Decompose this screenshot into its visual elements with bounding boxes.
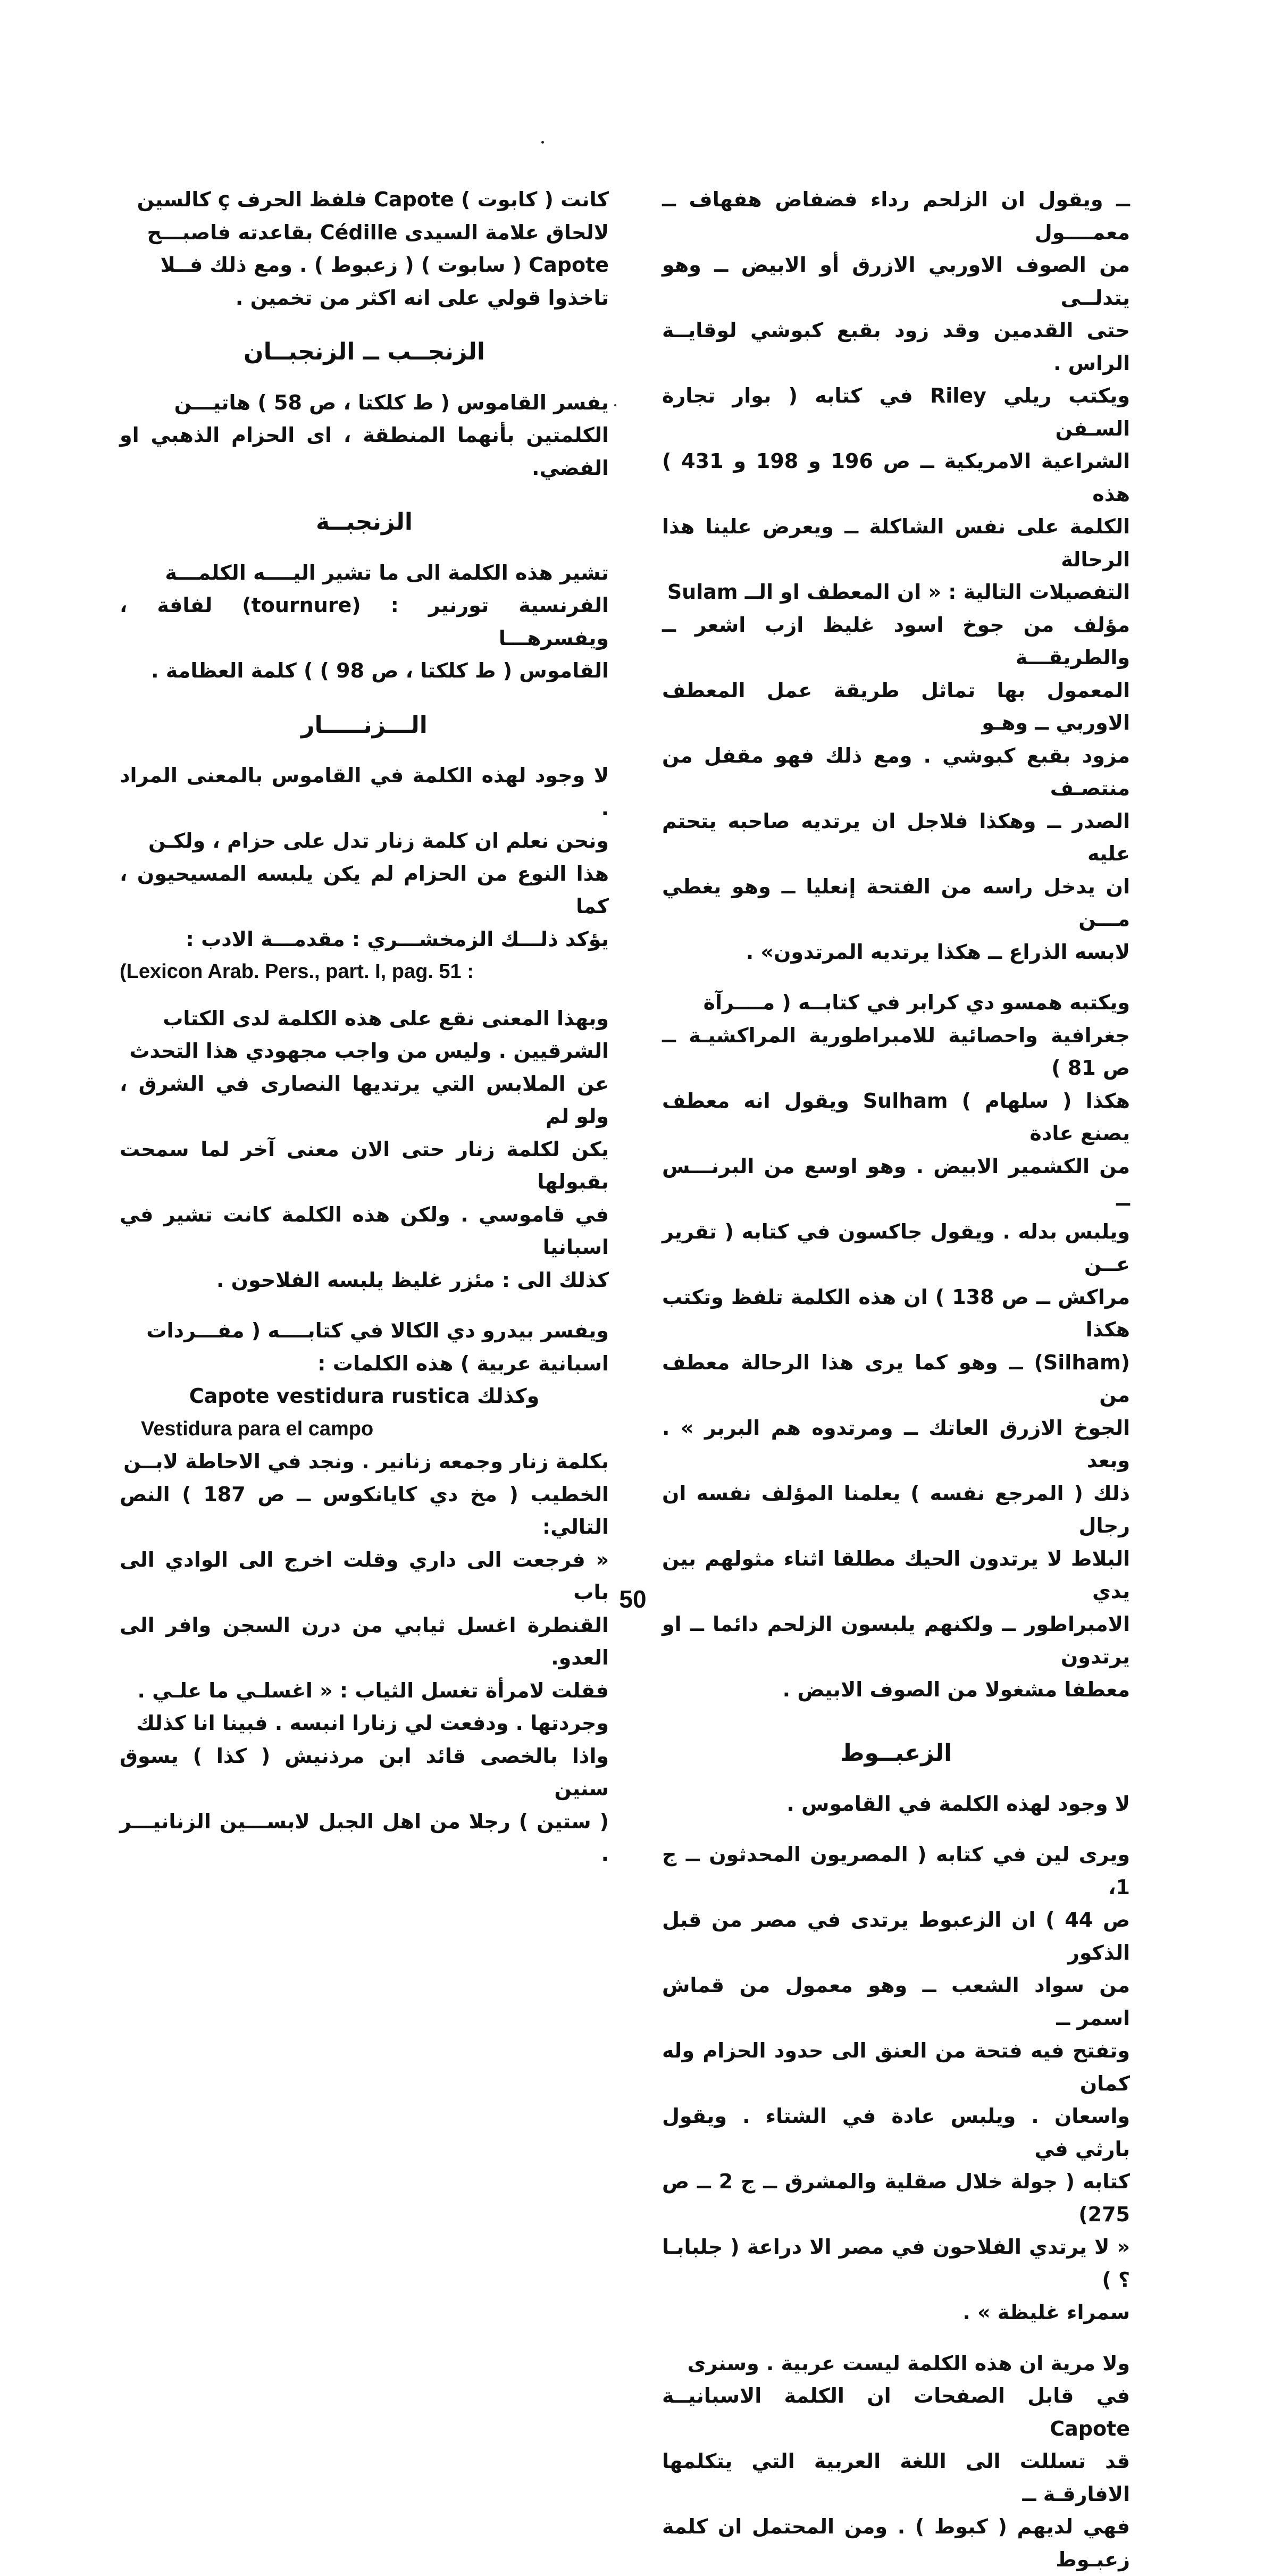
text-line: ان يدخل راسه من الفتحة إنعليا ــ وهو يغطي مـــن bbox=[662, 875, 1130, 931]
ink-speck bbox=[541, 141, 544, 144]
text-line: ويفسر بيدرو دي الكالا في كتابــــه ( مفـــردات bbox=[146, 1319, 609, 1342]
text-line: من الكشمير الابيض . وهو اوسع من البرنـــس ــ bbox=[662, 1155, 1130, 1211]
text-line: الشرقيين . وليس من واجب مجهودي هذا التحدث bbox=[129, 1039, 609, 1063]
text-line: مزود بقبع كبوشي . ومع ذلك فهو مقفل من منتصـف bbox=[662, 744, 1130, 800]
text-line: ويلبس بدله . ويقول جاكسون في كتابه ( تقرير عــن bbox=[662, 1220, 1130, 1276]
text-line: الشراعية الامريكية ــ ص 196 و 198 و 431 ) هذه bbox=[662, 449, 1130, 506]
section-heading-zanjab: الزنجــب ــ الزنجبــان bbox=[120, 336, 609, 369]
text-line: الفرنسية تورنير : (tournure) لفافة ، ويفسرهـــا bbox=[120, 593, 609, 650]
latin-capote-line: وكذلك Capote vestidura rustica bbox=[120, 1380, 609, 1413]
text-line: وبهذا المعنى نقع على هذه الكلمة لدى الكتاب bbox=[163, 1007, 609, 1030]
section-heading-zaabout: الزعبــوط bbox=[662, 1737, 1130, 1770]
text-line: تشير هذه الكلمة الى ما تشير اليــــه الكلمـــة bbox=[165, 561, 609, 584]
text-line: مراكش ــ ص 138 ) ان هذه الكلمة تلفظ وتكتب هكذا bbox=[662, 1285, 1130, 1342]
text-line: الصدر ــ وهكذا فلاجل ان يرتديه صاحبه يتحتم عليه bbox=[662, 809, 1130, 866]
latin-citation-lexicon: (Lexicon Arab. Pers., part. I, pag. 51 : bbox=[120, 956, 609, 989]
text-line: تاخذوا قولي على انه اكثر من تخمين . bbox=[236, 286, 609, 310]
text-line: « فرجعت الى داري وقلت اخرج الى الوادي الى باب bbox=[120, 1548, 609, 1604]
text-line: يكن لكلمة زنار حتى الان معنى آخر لما سمحت بقبولها bbox=[120, 1138, 609, 1194]
paragraph-no-zaabout: لا وجود لهذه الكلمة في القاموس . bbox=[662, 1788, 1130, 1821]
paragraph-pedro bbox=[120, 1315, 609, 1380]
text-line: الخطيب ( مخ دي كايانكوس ــ ص 187 ) النص التالي: bbox=[120, 1483, 609, 1539]
text-line: اسبانية عربية ) هذه الكلمات : bbox=[317, 1352, 609, 1375]
text-line: قد تسللت الى اللغة العربية التي يتكلمها الافارقـة ــ bbox=[662, 2449, 1130, 2506]
text-line: في قابل الصفحات ان الكلمة الاسبانيــة Capote bbox=[662, 2384, 1130, 2440]
text-line: وتفتح فيه فتحة من العنق الى حدود الحزام وله كمان bbox=[662, 2039, 1130, 2095]
right-column bbox=[662, 183, 1130, 2576]
left-column bbox=[120, 183, 609, 1871]
text-line: لالحاق علامة السيدى Cédille بقاعدته فاصبـــح bbox=[147, 221, 609, 244]
text-line: بكلمة زنار وجمعه زنانير . ونجد في الاحاطة لابــن bbox=[123, 1450, 609, 1473]
text-line: ــ ويقول ان الزلحم رداء فضفاض هفهاف ــ معمــــول bbox=[662, 188, 1130, 244]
text-line: يفسر القاموس ( ط كلكتا ، ص 58 ) هاتيـــن bbox=[174, 391, 609, 414]
text-line: هذا النوع من الحزام لم يكن يلبسه المسيحيون ، كما bbox=[120, 862, 609, 918]
latin-vestidura: Vestidura para el campo bbox=[120, 1413, 609, 1446]
text-line: لا وجود لهذه الكلمة في القاموس بالمعنى المراد . bbox=[120, 764, 609, 820]
text-line: كانت ( كابوت ) Capote فلفظ الحرف ç كالسين bbox=[137, 188, 609, 211]
paragraph-zulham bbox=[662, 183, 1130, 968]
text-line: ونحن نعلم ان كلمة زنار تدل على حزام ، ولكـن bbox=[148, 829, 609, 852]
text-line: الامبراطور ــ ولكنهم يلبسون الزلحم دائما ــ او يرتدون bbox=[662, 1612, 1130, 1669]
paragraph-maana bbox=[120, 1002, 609, 1297]
text-line: فقلت لامرأة تغسل الثياب : « اغسلـي ما علـي . bbox=[137, 1679, 609, 1702]
text-line: فهي لديهم ( كبوط ) . ومن المحتمل ان كلمة زعبـوط bbox=[662, 2515, 1130, 2571]
text-line: المعمول بها تماثل طريقة عمل المعطف الاوربي ــ وهـو bbox=[662, 679, 1130, 735]
paragraph-capote bbox=[120, 183, 609, 314]
text-line: ولا مرية ان هذه الكلمة ليست عربية . وسنرى bbox=[688, 2352, 1130, 2375]
text-line: البلاط لا يرتدون الحيك مطلقا اثناء مثولهم بين يدي bbox=[662, 1547, 1130, 1603]
text-line: Capote ( سابوت ) ( زعبوط ) . ومع ذلك فــلا bbox=[160, 253, 609, 277]
text-line: الكلمتين بأنهما المنطقة ، اى الحزام الذهبي او الفضي. bbox=[120, 423, 609, 480]
text-line: القنطرة اغسل ثيابي من درن السجن وافر الى العدو. bbox=[120, 1613, 609, 1670]
text-line: كذلك الى : مئزر غليظ يلبسه الفلاحون . bbox=[216, 1268, 609, 1292]
paragraph-zanjab bbox=[120, 387, 609, 485]
text-line: لابسه الذراع ــ هكذا يرتديه المرتدون» . bbox=[746, 940, 1130, 964]
text-line: مؤلف من جوخ اسود غليظ ازب اشعر ــ والطريقـــة bbox=[662, 613, 1130, 670]
ink-speck bbox=[614, 404, 616, 406]
text-line: عن الملابس التي يرتديها النصارى في الشرق ، ولو لم bbox=[120, 1072, 609, 1128]
text-line: سمراء غليظة » . bbox=[962, 2301, 1130, 2324]
text-line: القاموس ( ط كلكتا ، ص 98 ) ) كلمة العظامة . bbox=[151, 659, 609, 682]
text-line: الجوخ الازرق العاتك ــ ومرتدوه هم البربر » . وبعد bbox=[662, 1416, 1130, 1473]
text-line: (Silham) ــ وهو كما يرى هذا الرحالة معطف من bbox=[662, 1351, 1130, 1407]
paragraph-hemso bbox=[662, 986, 1130, 1706]
text-line: ويرى لين في كتابه ( المصريون المحدثون ــ ج 1، bbox=[662, 1843, 1130, 1899]
text-line: واذا بالخصى قائد ابن مرذنيش ( كذا ) يسوق سنين bbox=[120, 1744, 609, 1801]
text-line: هكذا ( سلهام ) Sulham ويقول انه معطف يصنع عادة bbox=[662, 1089, 1130, 1145]
text-line: ويكتبه همسو دي كرابر في كتابــه ( مــــرآة bbox=[704, 991, 1130, 1014]
section-heading-zanjaba: الزنجبــة bbox=[120, 506, 609, 539]
text-line: ذلك ( المرجع نفسه ) يعلمنا المؤلف نفسه ان رجال bbox=[662, 1482, 1130, 1538]
text-line: ويكتب ريلي Riley في كتابه ( بوار تجارة السـفن bbox=[662, 384, 1130, 440]
paragraph-zunnar bbox=[120, 759, 609, 956]
text-line: ( ستين ) رجلا من اهل الجبل لابســـين الزنانيـــر . bbox=[120, 1810, 609, 1866]
text-line: معطفا مشغولا من الصوف الابيض . bbox=[783, 1678, 1130, 1701]
text-line: كتابه ( جولة خلال صقلية والمشرق ــ ج 2 ــ ص 275) bbox=[662, 2170, 1130, 2226]
paragraph-arabic-origin bbox=[662, 2347, 1130, 2576]
text-line: التفصيلات التالية : « ان المعطف او الــ Sulam bbox=[667, 580, 1130, 604]
text-line: في قاموسي . ولكن هذه الكلمة كانت تشير في اسبانيا bbox=[120, 1203, 609, 1259]
paragraph-final bbox=[120, 1445, 609, 1871]
text-line: ص 44 ) ان الزعبوط يرتدى في مصر من قبل الذكور bbox=[662, 1908, 1130, 1964]
paragraph-zanjaba bbox=[120, 557, 609, 688]
text-line: من الصوف الاوربي الازرق أو الابيض ــ وهو يتدلــى bbox=[662, 253, 1130, 310]
text-line: « لا يرتدي الفلاحون في مصر الا دراعة ( جلبابـا ؟ ) bbox=[662, 2235, 1130, 2291]
paragraph-lane bbox=[662, 1838, 1130, 2329]
text-line: الكلمة على نفس الشاكلة ــ ويعرض علينا هذا الرحالة bbox=[662, 515, 1130, 571]
text-line: جغرافية واحصائية للامبراطورية المراكشيـة ــ ص 81 ) bbox=[662, 1024, 1130, 1080]
section-heading-zunnar: الـــزنـــــار bbox=[120, 709, 609, 742]
text-line: من سواد الشعب ــ وهو معمول من قماش اسمر ــ bbox=[662, 1973, 1130, 2030]
text-line: وجردتها . ودفعت لي زنارا انبسه . فبينا انا كذلك bbox=[136, 1711, 609, 1735]
page-number: 50 bbox=[606, 1585, 659, 1613]
text-line: حتى القدمين وقد زود بقبع كبوشي لوقايــة الراس . bbox=[662, 319, 1130, 375]
text-line: يؤكد ذلـــك الزمخشـــري : مقدمـــة الادب : bbox=[186, 927, 609, 951]
text-line: واسعان . ويلبس عادة في الشتاء . ويقول بارثي في bbox=[662, 2104, 1130, 2161]
